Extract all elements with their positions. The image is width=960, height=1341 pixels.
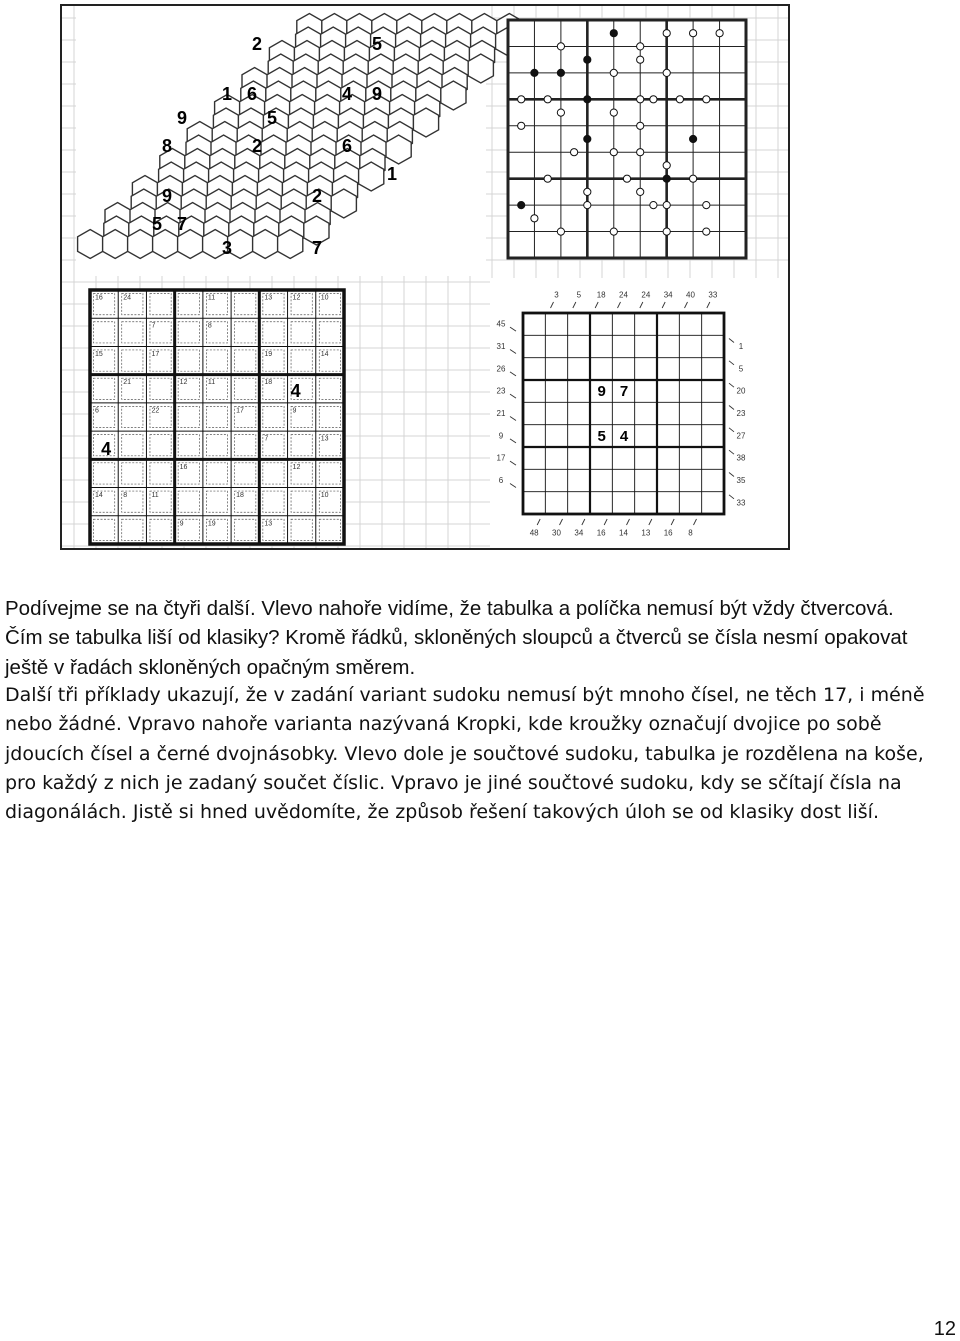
white-dot: [690, 175, 697, 182]
hex-cell: [103, 230, 128, 259]
white-dot: [557, 228, 564, 235]
hex-clue: 1: [386, 164, 398, 184]
cage-sum: 22: [151, 407, 160, 415]
hex-clue: 5: [266, 108, 278, 128]
white-dot: [637, 56, 644, 63]
hex-cell: [253, 230, 278, 259]
cage-sum: 21: [123, 379, 132, 387]
diag-left-sum: 23: [496, 386, 506, 396]
white-dot: [544, 175, 551, 182]
cage-sum: 18: [264, 379, 273, 387]
hex-cell: [331, 189, 356, 218]
white-dot: [557, 109, 564, 116]
diag-top-sum: 24: [619, 290, 628, 300]
hexagon-sudoku: [76, 6, 522, 276]
diag-left-sum: 17: [496, 453, 506, 463]
white-dot: [663, 228, 670, 235]
white-dot: [610, 228, 617, 235]
black-dot: [518, 202, 525, 209]
white-dot: [650, 202, 657, 209]
cage-sum: 19: [207, 520, 216, 528]
hex-clue: 6: [246, 84, 258, 104]
cage-sum: 7: [151, 322, 156, 330]
cage-sum: 14: [320, 350, 329, 358]
white-dot: [637, 96, 644, 103]
white-dot: [676, 96, 683, 103]
diag-left-sum: 9: [498, 431, 504, 441]
cage-sum: 19: [264, 350, 273, 358]
black-dot: [584, 135, 591, 142]
hex-clue: 1: [221, 84, 233, 104]
page-number: 12: [933, 1318, 956, 1340]
black-dot: [584, 56, 591, 63]
diag-left-sum: 6: [498, 476, 504, 485]
cage-sum: 12: [292, 294, 301, 302]
white-dot: [518, 122, 525, 129]
cage-sum: 12: [179, 379, 188, 387]
white-dot: [663, 30, 670, 37]
hex-clue: 2: [311, 186, 323, 206]
diag-top-sum: 18: [596, 290, 606, 300]
hex-clue: 3: [221, 238, 233, 258]
diag-bottom-sum: 34: [574, 528, 584, 538]
cage-sum: 15: [95, 350, 103, 358]
diag-right-sum: 38: [736, 453, 746, 463]
diag-right-sum: 35: [736, 476, 746, 485]
killer-frame: [90, 290, 344, 544]
cage-sum: 17: [236, 407, 244, 415]
hex-clue: 4: [341, 84, 353, 104]
white-dot: [610, 149, 617, 156]
diag-right-sum: 27: [736, 431, 746, 441]
cage-sum: 16: [95, 294, 103, 302]
diag-bottom-sum: 13: [641, 528, 651, 538]
hex-clue: 9: [371, 84, 383, 104]
paragraph-intro: Podívejme se na čtyři další. Vlevo nahoře vidíme, že tabulka a políčka nemusí být vždy čtvercová. Čím se tabulka liší od klasiky? Kromě řádků, skloněných sloupců a čtverců se čísla nesmí opakovat ještě v řadách skloněných opačným směrem.: [5, 597, 908, 679]
white-dot: [663, 162, 670, 169]
white-dot: [531, 215, 538, 222]
diag-bottom-sum: 14: [619, 528, 628, 538]
diag-clue: 9: [597, 383, 606, 401]
black-dot: [557, 69, 564, 76]
killer-sudoku: [90, 290, 344, 544]
cage-sum: 16: [179, 463, 188, 471]
diag-top-sum: 3: [554, 290, 559, 300]
white-dot: [637, 149, 644, 156]
white-dot: [623, 175, 630, 182]
black-dot: [531, 69, 538, 76]
cage-sum: 12: [292, 463, 301, 471]
black-dot: [584, 96, 591, 103]
hex-clue: 9: [176, 108, 188, 128]
diag-left-sum: 26: [496, 364, 506, 374]
cage-sum: 11: [207, 379, 216, 387]
cage-sum: 8: [207, 322, 212, 330]
white-dot: [610, 69, 617, 76]
hex-cell: [468, 54, 493, 83]
hex-cell: [413, 108, 438, 137]
cage-sum: 11: [151, 492, 159, 500]
white-dot: [544, 96, 551, 103]
cage-sum: 17: [151, 350, 160, 358]
white-dot: [703, 202, 710, 209]
hex-clue: 9: [161, 186, 173, 206]
diag-clue: 7: [619, 383, 629, 401]
white-dot: [650, 96, 657, 103]
hex-clue: 5: [151, 214, 163, 234]
kropki-sudoku: [508, 20, 746, 258]
black-dot: [610, 30, 617, 37]
cage-sum: 9: [179, 520, 184, 528]
hex-cell: [359, 162, 384, 191]
diag-clue: 5: [597, 427, 606, 445]
diag-top-sum: 5: [576, 290, 582, 300]
diag-right-sum: 23: [736, 409, 746, 418]
hex-cell: [128, 230, 153, 259]
hex-cell: [78, 230, 103, 259]
hex-cell: [386, 135, 411, 164]
cage-sum: 8: [123, 492, 128, 500]
diag-top-sum: 24: [641, 290, 651, 300]
hex-clue: 6: [341, 136, 353, 156]
cage-sum: 13: [320, 435, 329, 443]
hex-clue: 5: [371, 34, 383, 54]
diag-bottom-sum: 8: [688, 528, 693, 538]
white-dot: [663, 202, 670, 209]
cage-sum: 10: [320, 294, 329, 302]
white-dot: [703, 96, 710, 103]
diag-top-sum: 34: [663, 290, 673, 300]
white-dot: [690, 30, 697, 37]
diag-top-sum: 33: [708, 290, 718, 300]
cage-sum: 11: [207, 294, 216, 302]
white-dot: [518, 96, 525, 103]
killer-clue: 4: [290, 380, 301, 401]
hex-clue: 2: [251, 136, 263, 156]
diag-bottom-sum: 48: [529, 528, 539, 538]
white-dot: [584, 202, 591, 209]
white-dot: [716, 30, 723, 37]
kropki-frame: [508, 20, 746, 258]
hex-clue: 7: [311, 238, 323, 258]
figure-canvas: [62, 6, 788, 548]
white-dot: [557, 43, 564, 50]
black-dot: [663, 175, 670, 182]
white-dot: [703, 228, 710, 235]
cage-sum: 14: [95, 492, 103, 500]
diag-right-sum: 20: [736, 386, 746, 396]
paragraph-variants: Další tři příklady ukazují, že v zadání variant sudoku nemusí být mnoho čísel, ne těch 17, i méně nebo žádné. Vpravo nahoře varianta nazývaná Kropki, kde kroužky označují dvojice po sobě jdoucích čísel a černé dvojnásobky. Vlevo dole je součtové sudoku, tabulka je rozdělena na koše, pro každý z nich je zadaný součet číslic. Vpravo je jiné součtové sudoku, kdy se sčítají čísla na diagonálách. Jistě si hned uvědomíte, že způsob řešení takových úloh se od klasiky dost liší.: [5, 684, 925, 824]
hex-clue: 8: [161, 136, 173, 156]
white-dot: [637, 43, 644, 50]
diag-bottom-sum: 16: [663, 528, 673, 538]
hex-cell: [278, 230, 303, 259]
diag-bottom-sum: 30: [552, 528, 561, 538]
cage-sum: 18: [236, 492, 244, 500]
hex-clue: 7: [176, 214, 188, 234]
diag-bottom-sum: 16: [596, 528, 606, 538]
cage-sum: 24: [123, 294, 132, 302]
hex-clue: 2: [251, 34, 263, 54]
sudoku-variants-figure: [60, 4, 790, 550]
diag-right-sum: 33: [736, 498, 746, 508]
diag-right-sum: 1: [738, 342, 744, 351]
cage-sum: 6: [95, 407, 99, 415]
white-dot: [637, 122, 644, 129]
killer-clue: 4: [101, 439, 112, 460]
white-dot: [584, 188, 591, 195]
cage-sum: 13: [264, 520, 273, 528]
diag-left-sum: 31: [496, 342, 506, 351]
cage-sum: 9: [292, 407, 297, 415]
hex-cell: [441, 81, 466, 110]
diag-left-sum: 21: [496, 409, 506, 418]
white-dot: [637, 188, 644, 195]
white-dot: [571, 149, 578, 156]
white-dot: [663, 69, 670, 76]
black-dot: [690, 135, 697, 142]
diag-right-sum: 5: [738, 364, 744, 374]
diag-frame: [523, 313, 724, 514]
white-dot: [610, 109, 617, 116]
diag-top-sum: 40: [686, 290, 695, 300]
cage-sum: 13: [264, 294, 273, 302]
diag-clue: 4: [619, 427, 629, 445]
cage-sum: 7: [264, 435, 269, 443]
diag-left-sum: 45: [496, 319, 506, 329]
cage-sum: 10: [320, 492, 329, 500]
